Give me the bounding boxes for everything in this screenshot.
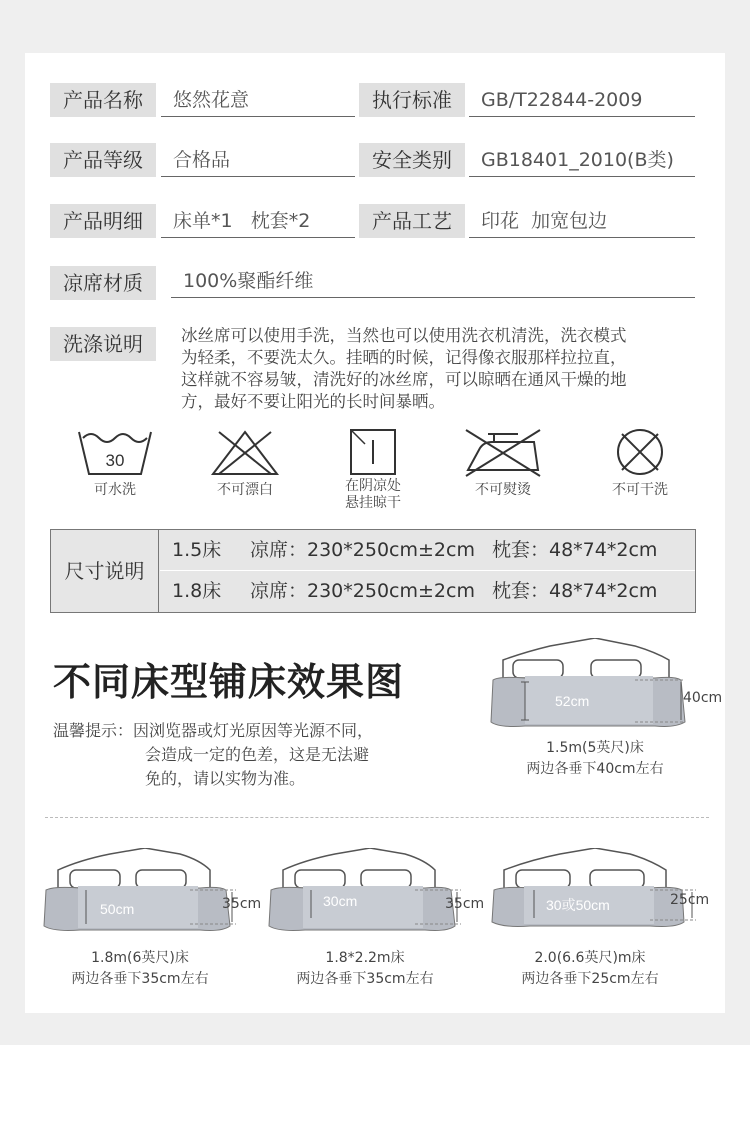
craft-label: 产品工艺 [359,204,465,238]
bed-caption: 两边各垂下25cm左右 [521,971,659,987]
care-no-iron [443,426,563,499]
bed-caption: 两边各垂下35cm左右 [296,971,434,987]
size-pillow: 枕套：48*74*2cm [492,580,658,602]
size-row [160,571,695,612]
craft-value: 印花 加宽包边 [469,204,695,238]
wash-line: 冰丝席可以使用手洗，当然也可以使用洗衣机清洗，洗衣模式 [181,326,627,345]
safety-value: GB18401_2010(B类) [469,143,695,177]
care-label: 不可干洗 [612,482,668,498]
bed-diagram [490,848,710,987]
bed-caption: 两边各垂下35cm左右 [71,971,209,987]
care-hang-dry [313,426,433,512]
inner-width-label: 30cm [323,893,358,909]
bed-illustration [265,848,485,938]
bed-caption: 两边各垂下40cm左右 [526,761,664,777]
wash-instructions [181,325,711,413]
bed-diagram [485,638,723,777]
bed-illustration [40,848,260,938]
safety-label: 安全类别 [359,143,465,177]
wash-label: 洗涤说明 [50,327,156,361]
inner-width-label: 52cm [555,693,590,709]
wash-temp: 30 [105,451,125,470]
size-bed: 1.5床 [172,539,222,561]
bed-diagram [265,848,485,987]
grade-label: 产品等级 [50,143,156,177]
bottom-blank-area [0,1045,750,1125]
drop-label: 35cm [222,896,262,912]
bed-caption: 2.0(6.6英尺)m床 [534,950,646,966]
care-label [313,478,433,512]
wash-line: 方，最好不要让阳光的长时间暴晒。 [181,392,445,411]
size-row [160,530,695,571]
no-dry-clean-icon [600,426,680,478]
care-label: 不可漂白 [217,482,273,498]
size-mat: 凉席：230*250cm±2cm [250,539,475,561]
care-no-dry-clean [580,426,700,499]
size-label: 尺寸说明 [51,530,159,612]
material-label: 凉席材质 [50,266,156,300]
tip-line: 温馨提示：因浏览器或灯光原因等光源不同， [53,721,374,740]
inner-width-label: 50cm [100,901,135,917]
no-bleach-icon [205,426,285,478]
wash-line: 为轻柔，不要洗太久。挂晒的时候，记得像衣服那样拉拉直， [181,348,627,367]
detail-value: 床单*1 枕套*2 [161,204,355,238]
care-label-line: 在阴凉处 [345,478,401,494]
drop-label: 35cm [445,896,485,912]
bed-caption: 1.8m(6英尺)床 [91,950,189,966]
product-name-label: 产品名称 [50,83,156,117]
grade-value: 合格品 [161,143,355,177]
detail-label: 产品明细 [50,204,156,238]
care-no-bleach [185,426,305,499]
wash-line: 这样就不容易皱，清洗好的冰丝席，可以晾晒在通风干燥的地 [181,370,627,389]
standard-label: 执行标准 [359,83,465,117]
size-mat: 凉席：230*250cm±2cm [250,580,475,602]
inner-width-label: 30或50cm [546,897,610,913]
care-washable [55,426,175,499]
hang-dry-shade-icon [333,426,413,478]
care-label-line: 悬挂晾干 [345,495,401,511]
size-pillow: 枕套：48*74*2cm [492,539,658,561]
product-info-card [25,53,725,1013]
size-bed: 1.8床 [172,580,222,602]
size-table [50,529,696,613]
care-label: 可水洗 [94,482,136,498]
tip-line: 会造成一定的色差，这是无法避 [145,745,370,764]
care-label: 不可熨烫 [475,482,531,498]
bed-caption: 1.5m(5英尺)床 [546,740,644,756]
washable-30-icon [75,426,155,478]
material-value: 100%聚酯纤维 [171,264,695,298]
no-iron-icon [458,426,548,478]
bed-diagram [40,848,262,987]
section-divider [45,817,709,818]
drop-label: 25cm [670,892,710,908]
drop-label: 40cm [683,690,723,706]
effect-title: 不同床型铺床效果图 [53,660,405,704]
bed-caption: 1.8*2.2m床 [325,950,405,966]
tip-line: 免的，请以实物为准。 [145,769,306,788]
product-name-value: 悠然花意 [161,83,355,117]
bed-illustration [485,638,705,733]
standard-value: GB/T22844-2009 [469,83,695,117]
